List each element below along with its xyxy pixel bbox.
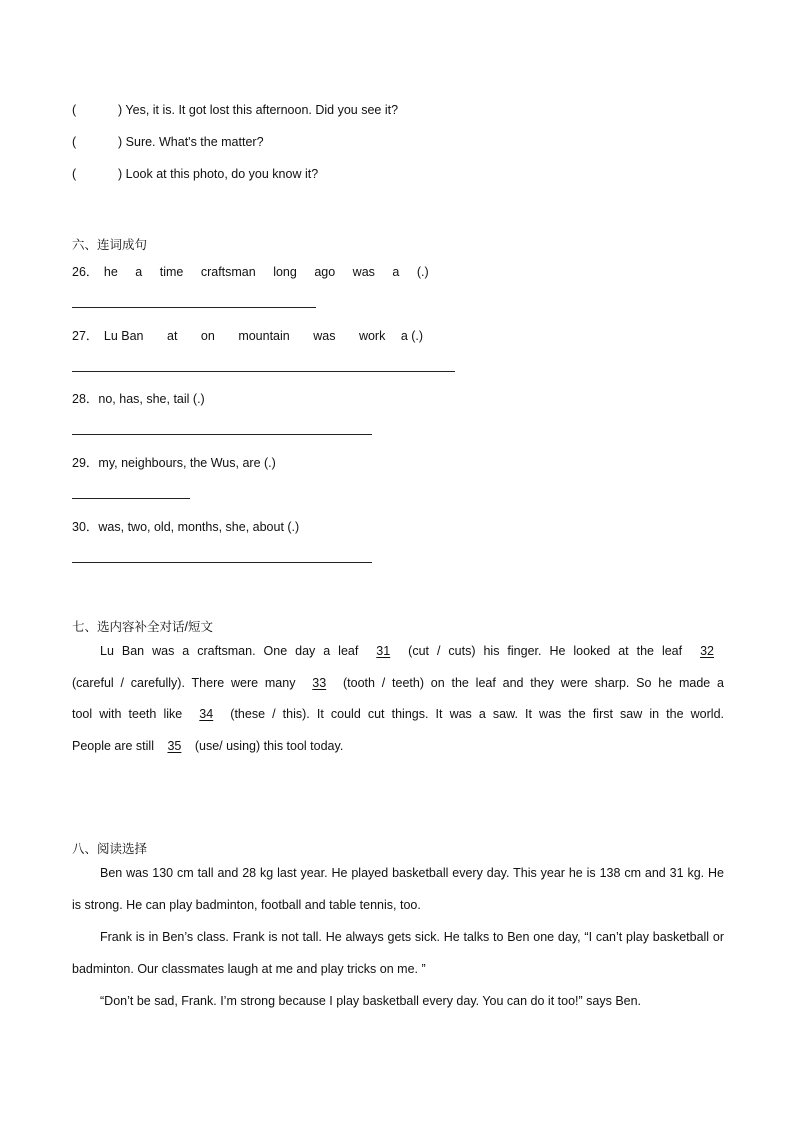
answer-line-27[interactable] bbox=[72, 371, 455, 372]
dialogue-line-3 bbox=[72, 167, 318, 181]
reading-line-1: Ben was 130 cm tall and 28 kg last year. He played basketball every day. This year he is 138 cm and 31 kg. He bbox=[100, 866, 724, 880]
word: at bbox=[167, 329, 178, 343]
word: a (.) bbox=[400, 329, 424, 343]
dialogue-text: Yes, it is. It got lost this afternoon. Did you see it? bbox=[125, 103, 399, 117]
passage-text: (these / this). It could cut things. It was a saw. It was the first saw in the world. bbox=[223, 707, 724, 721]
word: Lu Ban bbox=[103, 329, 144, 343]
blank-34[interactable]: 34 bbox=[199, 707, 214, 721]
reading-line-3: Frank is in Ben’s class. Frank is not tall. He always gets sick. He talks to Ben one day, “I can’t play basketball or bbox=[100, 930, 724, 944]
word: ago bbox=[314, 265, 336, 279]
passage-text: (tooth / teeth) on the leaf and they were sharp. So he made a bbox=[336, 676, 725, 690]
paren-close: ) bbox=[118, 103, 123, 117]
reading-line-5: “Don’t be sad, Frank. I’m strong because I play basketball every day. You can do it too!” says Ben. bbox=[100, 994, 642, 1008]
word: time bbox=[159, 265, 184, 279]
section7-heading: 七、选内容补全对话/短文 bbox=[72, 620, 213, 634]
blank-31[interactable]: 31 bbox=[376, 644, 391, 658]
dialogue-line-1 bbox=[72, 103, 398, 117]
word: mountain bbox=[238, 329, 290, 343]
passage-text: People are still bbox=[72, 739, 158, 753]
passage-text: tool with teeth like bbox=[72, 707, 190, 721]
question-number: 29． bbox=[72, 456, 99, 470]
question-number: 26． bbox=[72, 265, 99, 279]
dialogue-text: Sure. What's the matter? bbox=[125, 135, 264, 149]
dialogue-line-2 bbox=[72, 135, 264, 149]
passage-text: (careful / carefully). There were many bbox=[72, 676, 303, 690]
question-27 bbox=[72, 326, 437, 344]
question-number: 27． bbox=[72, 329, 99, 343]
answer-line-29[interactable] bbox=[72, 498, 190, 499]
question-29 bbox=[72, 453, 276, 471]
paren-close: ) bbox=[118, 167, 123, 181]
answer-line-30[interactable] bbox=[72, 562, 372, 563]
reading-line-2: is strong. He can play badminton, football and table tennis, too. bbox=[72, 898, 421, 912]
section8-heading: 八、阅读选择 bbox=[72, 842, 148, 856]
passage-line-3 bbox=[72, 707, 724, 721]
word: a bbox=[392, 265, 400, 279]
answer-line-26[interactable] bbox=[72, 307, 316, 308]
blank-33[interactable]: 33 bbox=[312, 676, 327, 690]
word: he bbox=[103, 265, 118, 279]
word: a bbox=[135, 265, 143, 279]
question-text: was, two, old, months, she, about (.) bbox=[98, 520, 300, 534]
passage-text: (use/ using) this tool today. bbox=[191, 739, 344, 753]
passage-line-1 bbox=[72, 644, 724, 658]
dialogue-text: Look at this photo, do you know it? bbox=[125, 167, 319, 181]
passage-line-4 bbox=[72, 739, 724, 753]
question-28 bbox=[72, 389, 205, 407]
word: work bbox=[358, 329, 386, 343]
answer-paren-open[interactable]: ( bbox=[72, 167, 77, 181]
answer-paren-open[interactable]: ( bbox=[72, 103, 77, 117]
answer-paren-open[interactable]: ( bbox=[72, 135, 77, 149]
word: on bbox=[200, 329, 215, 343]
question-text: no, has, she, tail (.) bbox=[98, 392, 205, 406]
question-number: 28． bbox=[72, 392, 99, 406]
answer-line-28[interactable] bbox=[72, 434, 372, 435]
passage-text: Lu Ban was a craftsman. One day a leaf bbox=[100, 644, 367, 658]
question-text: my, neighbours, the Wus, are (.) bbox=[98, 456, 276, 470]
word: (.) bbox=[416, 265, 429, 279]
reading-line-4: badminton. Our classmates laugh at me and play tricks on me. ” bbox=[72, 962, 426, 976]
passage-text: (cut / cuts) his finger. He looked at the leaf bbox=[400, 644, 691, 658]
word: was bbox=[313, 329, 336, 343]
word: craftsman bbox=[200, 265, 256, 279]
paren-close: ) bbox=[118, 135, 123, 149]
word: was bbox=[352, 265, 375, 279]
question-26 bbox=[72, 262, 443, 280]
blank-32[interactable]: 32 bbox=[700, 644, 714, 658]
question-30 bbox=[72, 517, 299, 535]
question-number: 30． bbox=[72, 520, 99, 534]
passage-line-2 bbox=[72, 676, 724, 690]
word: long bbox=[273, 265, 297, 279]
blank-35[interactable]: 35 bbox=[167, 739, 182, 753]
section6-heading: 六、连词成句 bbox=[72, 238, 148, 252]
